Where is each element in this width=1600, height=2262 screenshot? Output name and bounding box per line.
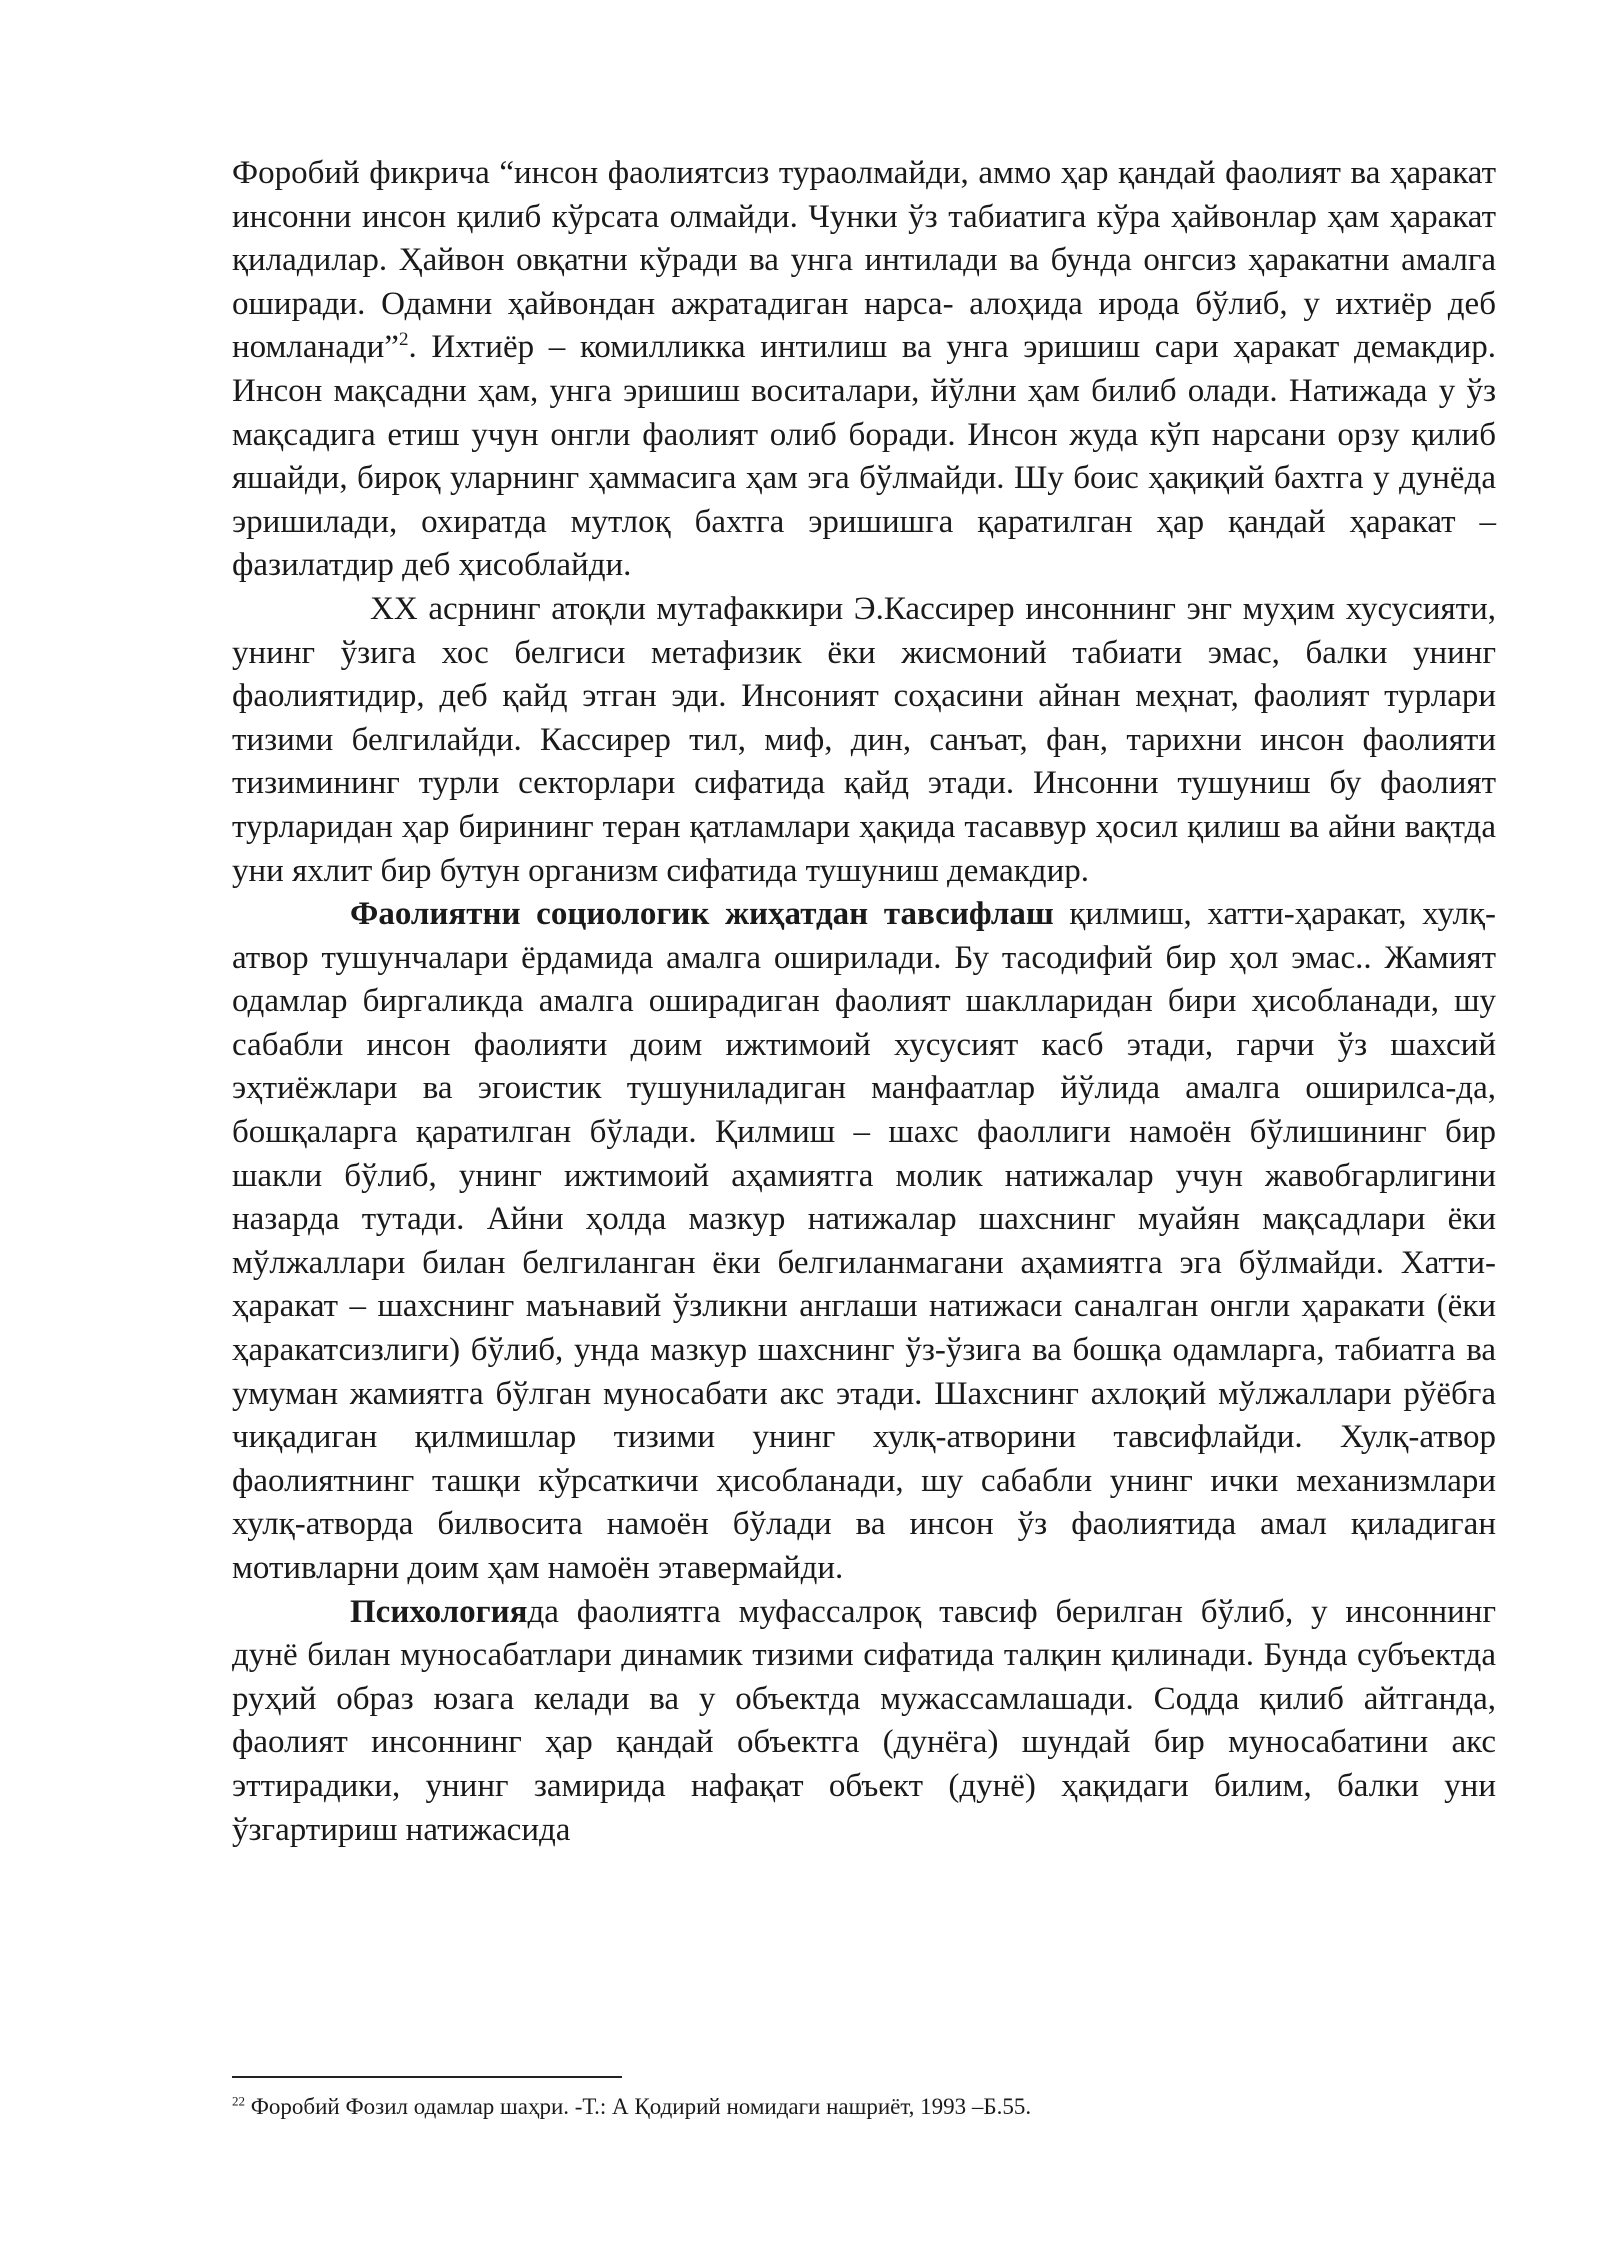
paragraph-sociology-text: қилмиш, хатти-ҳаракат, хулқ-атвор тушунчалари ёрдамида амалга оширилади. Бу тасодифий бир ҳол эмас.. Жамият одамлар биргаликда амалга оширадиган фаолият шаклларидан бири ҳисобланади, шу сабабли инсон фаолияти доим ижтимоий хусусият касб этади, гарчи ўз шахсий эҳтиёжлари ва эгоистик тушуниладиган манфаатлар йўлида амалга оширилса-да, бошқаларга қаратилган бўлади. Қилмиш – шахс фаоллиги намоён бўлишининг бир шакли бўлиб, унинг ижтимоий аҳамиятга молик натижалар учун жавобгарлигини назарда тутади. Айни ҳолда мазкур натижалар шахснинг муайян мақсадлари ёки мўлжаллари билан белгиланган ёки белгиланмагани аҳамиятга эга бўлмайди. Хатти-ҳаракат – шахснинг маънавий ўзликни англаши натижаси саналган онгли ҳаракати (ёки ҳаракатсизлиги) бўлиб, унда мазкур шахснинг ўз-ўзига ва бошқа одамларга, табиатга ва умуман жамиятга бўлган муносабати акс этади. Шахснинг ахлоқий мўлжаллари рўёбга чиқадиган қилмишлар тизими унинг хулқ-атворини тавсифлайди. Хулқ-атвор фаолиятнинг ташқи кўрсаткичи ҳисобланади, шу сабабли унинг ички механизмлари хулқ-атворда билвосита намоён бўлади ва инсон ўз фаолиятида амал қиладиган мотивларни доим ҳам намоён этавермайди. bbox=[232, 896, 1496, 1586]
footnote-separator bbox=[232, 2076, 622, 2078]
paragraph-cassirer: XX асрнинг атоқли мутафаккири Э.Кассирер инсоннинг энг муҳим хусусияти, унинг ўзига хос белгиси метафизик ёки жисмоний табиати эмас, балки унинг фаолиятидир, деб қайд этган эди. Инсоният соҳасини айнан меҳнат, фаолият турлари тизими белгилайди. Кассирер тил, миф, дин, санъат, фан, тарихни инсон фаолияти тизимининг турли секторлари сифатида қайд этади. Инсонни тушуниш бу фаолият турларидан ҳар бирининг теран қатламлари ҳақида тасаввур ҳосил қилиш ва айни вақтда уни яхлит бир бутун организм сифатида тушуниш демакдир. bbox=[232, 590, 1496, 889]
paragraph-farabi bbox=[232, 152, 1496, 588]
psychology-heading-bold: Психология bbox=[350, 1593, 528, 1630]
footnote bbox=[232, 2092, 1496, 2122]
sociology-heading-bold: Фаолиятни социологик жиҳатдан тавсифлаш bbox=[350, 896, 1054, 933]
paragraph-sociology bbox=[232, 893, 1496, 1591]
paragraph-psychology bbox=[232, 1591, 1496, 1853]
paragraph-farabi-text-b: . Ихтиёр – комилликка интилиш ва унга эришиш сари ҳаракат демакдир. Инсон мақсадни ҳам, унга эришиш воситалари, йўлни ҳам билиб олади. Натижада у ўз мақсадига етиш учун онгли фаолият олиб боради. Инсон жуда кўп нарсани орзу қилиб яшайди, бироқ уларнинг ҳаммасига ҳам эга бўлмайди. Шу боис ҳақиқий бахтга у дунёда эришилади, охиратда мутлоқ бахтга эришишга қаратилган ҳар қандай ҳаракат – фазилатдир деб ҳисоблайди. bbox=[232, 329, 1496, 584]
paragraph-farabi-text-a: Форобий фикрича “инсон фаолиятсиз тураолмайди, аммо ҳар қандай фаолият ва ҳаракат инсонни инсон қилиб кўрсата олмайди. Чунки ўз табиатига кўра ҳайвонлар ҳам ҳаракат қиладилар. Ҳайвон овқатни кўради ва унга интилади ва бунда онгсиз ҳаракатни амалга оширади. Одамни ҳайвондан ажратадиган нарса- алоҳида ирода бўлиб, у ихтиёр деб номланади” bbox=[232, 155, 1496, 366]
paragraph-psychology-text: да фаолиятга муфассалроқ тавсиф берилган бўлиб, у инсоннинг дунё билан муносабатлари динамик тизими сифатида талқин қилинади. Бунда субъектда руҳий образ юзага келади ва у объектда мужассамлашади. Содда қилиб айтганда, фаолият инсоннинг ҳар қандай объектга (дунёга) шундай бир муносабатини акс эттирадики, унинг замирида нафақат объект (дунё) ҳақидаги билим, балки уни ўзгартириш натижасида bbox=[232, 1593, 1496, 1848]
document-page bbox=[232, 152, 1496, 1852]
footnote-marker: 22 bbox=[232, 2093, 245, 2109]
footnote-reference[interactable]: 2 bbox=[398, 329, 409, 351]
footnote-text: Форобий Фозил одамлар шаҳри. -Т.: А Қодирий номидаги нашриёт, 1993 –Б.55. bbox=[245, 2094, 1032, 2119]
